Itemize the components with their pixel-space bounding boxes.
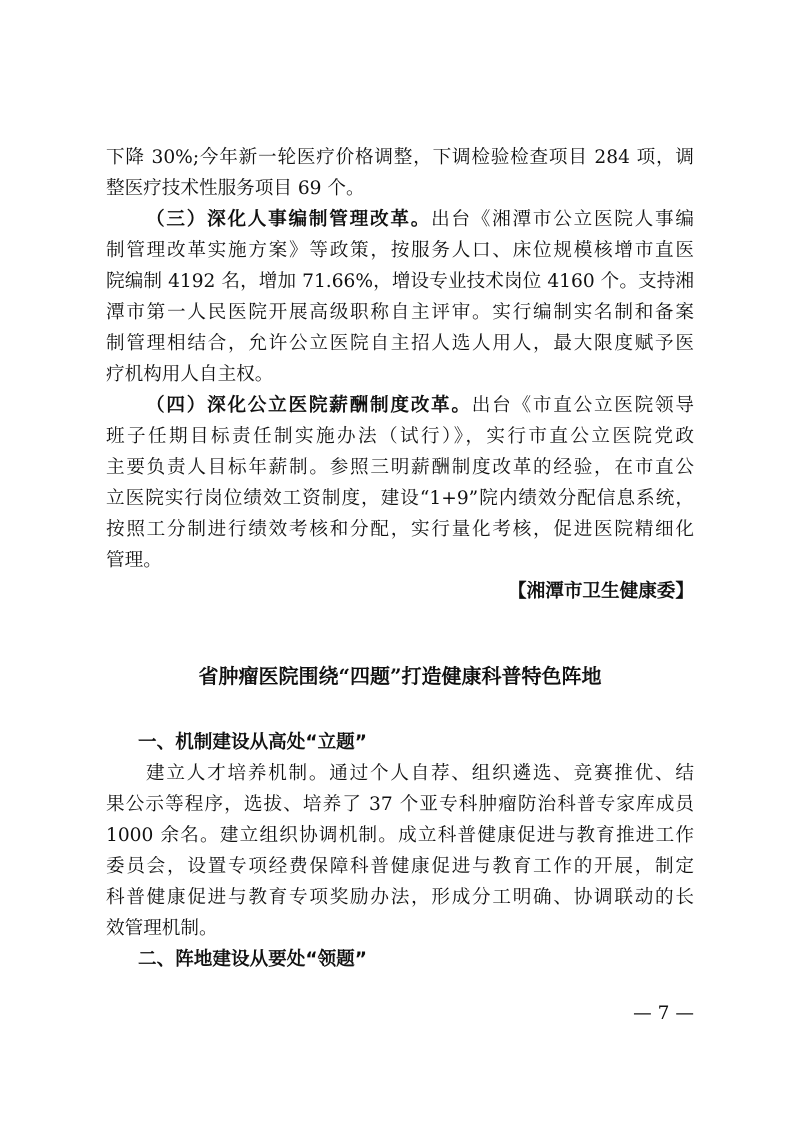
body-line: 管理。 <box>106 550 162 571</box>
paragraph-first-line <box>146 394 694 418</box>
body-line: 下降 30%;今年新一轮医疗价格调整，下调检验检查项目 284 项，调 <box>106 147 694 168</box>
body-line: 建立人才培养机制。通过个人自荐、组织遴选、竞赛推优、结 <box>146 763 694 784</box>
body-line: 整医疗技术性服务项目 69 个。 <box>106 178 365 199</box>
body-line: 制管理相结合，允许公立医院自主招人选人用人，最大限度赋予医 <box>106 333 694 354</box>
body-line: 科普健康促进与教育专项奖励办法，形成分工明确、协调联动的长 <box>106 887 694 908</box>
body-line: 潭市第一人民医院开展高级职称自主评审。实行编制实名制和备案 <box>106 302 694 323</box>
source-attribution: 【湘潭市卫生健康委】 <box>508 581 694 602</box>
body-line: 立医院实行岗位绩效工资制度，建设“1+9”院内绩效分配信息系统， <box>106 488 694 509</box>
subheading: 二、阵地建设从要处“领题” <box>138 949 367 970</box>
body-line: 效管理机制。 <box>106 918 218 939</box>
page-number: — 7 — <box>633 1003 694 1024</box>
body-line: 院编制 4192 名，增加 71.66%，增设专业技术岗位 4160 个。支持湘 <box>106 271 694 292</box>
body-line: 主要负责人目标年薪制。参照三明薪酬制度改革的经验，在市直公 <box>106 457 694 478</box>
section-heading: （四）深化公立医院薪酬制度改革。 <box>146 395 472 416</box>
body-line: 疗机构用人自主权。 <box>106 364 274 385</box>
body-text: 出台《湘潭市公立医院人事编 <box>431 209 694 230</box>
article-title: 省肿瘤医院围绕“四题”打造健康科普特色阵地 <box>198 664 602 688</box>
body-text: 出台《市直公立医院领导 <box>471 395 694 416</box>
body-line: 委员会，设置专项经费保障科普健康促进与教育工作的开展，制定 <box>106 856 694 877</box>
body-line: 1000 余名。建立组织协调机制。成立科普健康促进与教育推进工作 <box>106 825 694 846</box>
paragraph-first-line <box>146 208 694 232</box>
body-line: 班子任期目标责任制实施办法（试行）》，实行市直公立医院党政 <box>106 426 694 447</box>
body-line: 按照工分制进行绩效考核和分配，实行量化考核，促进医院精细化 <box>106 519 694 540</box>
section-heading: （三）深化人事编制管理改革。 <box>146 209 432 230</box>
body-line: 制管理改革实施方案》等政策，按服务人口、床位规模核增市直医 <box>106 240 694 261</box>
subheading: 一、机制建设从高处“立题” <box>138 732 367 753</box>
body-line: 果公示等程序，选拔、培养了 37 个亚专科肿瘤防治科普专家库成员 <box>106 794 694 815</box>
